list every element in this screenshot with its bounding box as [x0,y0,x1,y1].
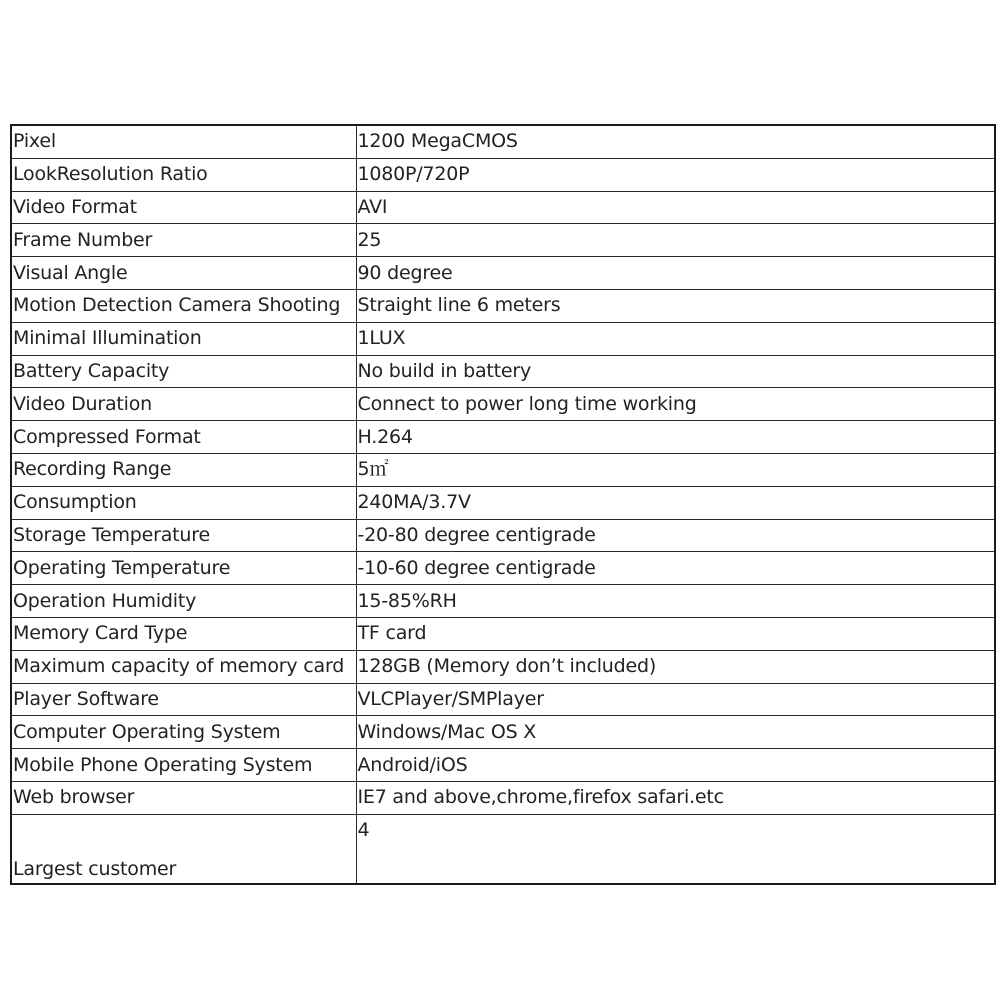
spec-label: Frame Number [11,224,356,257]
spec-value: -20-80 degree centigrade [356,519,995,552]
spec-label: Minimal Illumination [11,322,356,355]
spec-label: Operating Temperature [11,552,356,585]
spec-value: 90 degree [356,257,995,290]
spec-value: Connect to power long time working [356,388,995,421]
spec-label: Memory Card Type [11,617,356,650]
spec-value: TF card [356,617,995,650]
spec-value: 15-85%RH [356,585,995,618]
spec-value: 4 [356,814,995,884]
spec-value: 128GB (Memory don’t included) [356,650,995,683]
table-row [11,322,995,355]
spec-label: Motion Detection Camera Shooting [11,289,356,322]
spec-label: Storage Temperature [11,519,356,552]
table-row [11,486,995,519]
spec-value: 1200 MegaCMOS [356,125,995,158]
table-row [11,617,995,650]
spec-label: Largest customer [11,814,356,884]
spec-label: Pixel [11,125,356,158]
spec-value: 1080P/720P [356,158,995,191]
table-row [11,191,995,224]
spec-label: Web browser [11,781,356,814]
spec-label: LookResolution Ratio [11,158,356,191]
table-row [11,224,995,257]
spec-label: Maximum capacity of memory card [11,650,356,683]
spec-label: Computer Operating System [11,716,356,749]
spec-label: Operation Humidity [11,585,356,618]
spec-label: Video Duration [11,388,356,421]
table-row [11,355,995,388]
table-row [11,257,995,290]
spec-value: Straight line 6 meters [356,289,995,322]
table-row [11,388,995,421]
table-row [11,158,995,191]
spec-value: AVI [356,191,995,224]
spec-label: Battery Capacity [11,355,356,388]
table-row [11,125,995,158]
table-row [11,519,995,552]
spec-value: VLCPlayer/SMPlayer [356,683,995,716]
spec-value: H.264 [356,421,995,454]
spec-value: Android/iOS [356,749,995,782]
table-row [11,453,995,486]
spec-label: Video Format [11,191,356,224]
table-row [11,716,995,749]
spec-value: Windows/Mac OS X [356,716,995,749]
table-row [11,781,995,814]
spec-label: Recording Range [11,453,356,486]
spec-value: -10-60 degree centigrade [356,552,995,585]
spec-label: Mobile Phone Operating System [11,749,356,782]
table-row [11,421,995,454]
table-row [11,585,995,618]
spec-table [10,124,996,885]
spec-label: Player Software [11,683,356,716]
spec-label: Visual Angle [11,257,356,290]
spec-label: Consumption [11,486,356,519]
table-row [11,289,995,322]
table-row [11,683,995,716]
table-row [11,552,995,585]
spec-value: 240MA/3.7V [356,486,995,519]
spec-label: Compressed Format [11,421,356,454]
table-row [11,814,995,884]
spec-value: 5㎡ [356,453,995,486]
table-row [11,749,995,782]
spec-value: IE7 and above,chrome,firefox safari.etc [356,781,995,814]
spec-value: No build in battery [356,355,995,388]
spec-value: 25 [356,224,995,257]
table-row [11,650,995,683]
spec-value: 1LUX [356,322,995,355]
